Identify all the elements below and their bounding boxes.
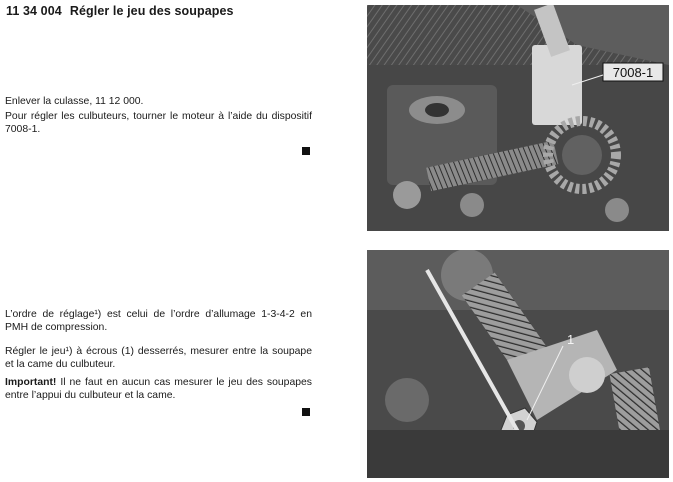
engine-tool-photo [367, 5, 669, 231]
end-of-section-mark [302, 147, 310, 155]
section-heading [6, 4, 234, 18]
instruction-remove-head: Enlever la culasse, 11 12 000. [5, 96, 144, 107]
adjustment-order-text: L’ordre de réglage¹) est celui de l’ordre d’allumage 1-3-4-2 en PMH de compression. [5, 309, 312, 333]
instruction-rotate-engine: Pour régler les culbuteurs, tourner le moteur à l’aide du dispositif 7008-1. [5, 111, 312, 135]
important-note [5, 376, 312, 402]
important-text: Il ne faut en aucun cas mesurer le jeu des soupapes entre l’appui du culbuteur et la came. [5, 377, 312, 401]
adjust-clearance-text: Régler le jeu¹) à écrous (1) desserrés, mesurer entre la soupape et la came du culbuteur. [5, 346, 312, 370]
rocker-arm-illustration [367, 250, 669, 478]
rocker-arm-photo [367, 250, 669, 478]
section-title: Régler le jeu des soupapes [69, 4, 234, 18]
end-of-section-mark [302, 408, 310, 416]
tool-body [532, 45, 582, 125]
important-label: Important! [5, 377, 57, 388]
section-number: 11 34 004 [6, 4, 62, 18]
tool-callout-label: 7008-1 [612, 65, 654, 80]
engine-tool-illustration [367, 5, 669, 231]
nut-callout-label: 1 [567, 332, 575, 347]
